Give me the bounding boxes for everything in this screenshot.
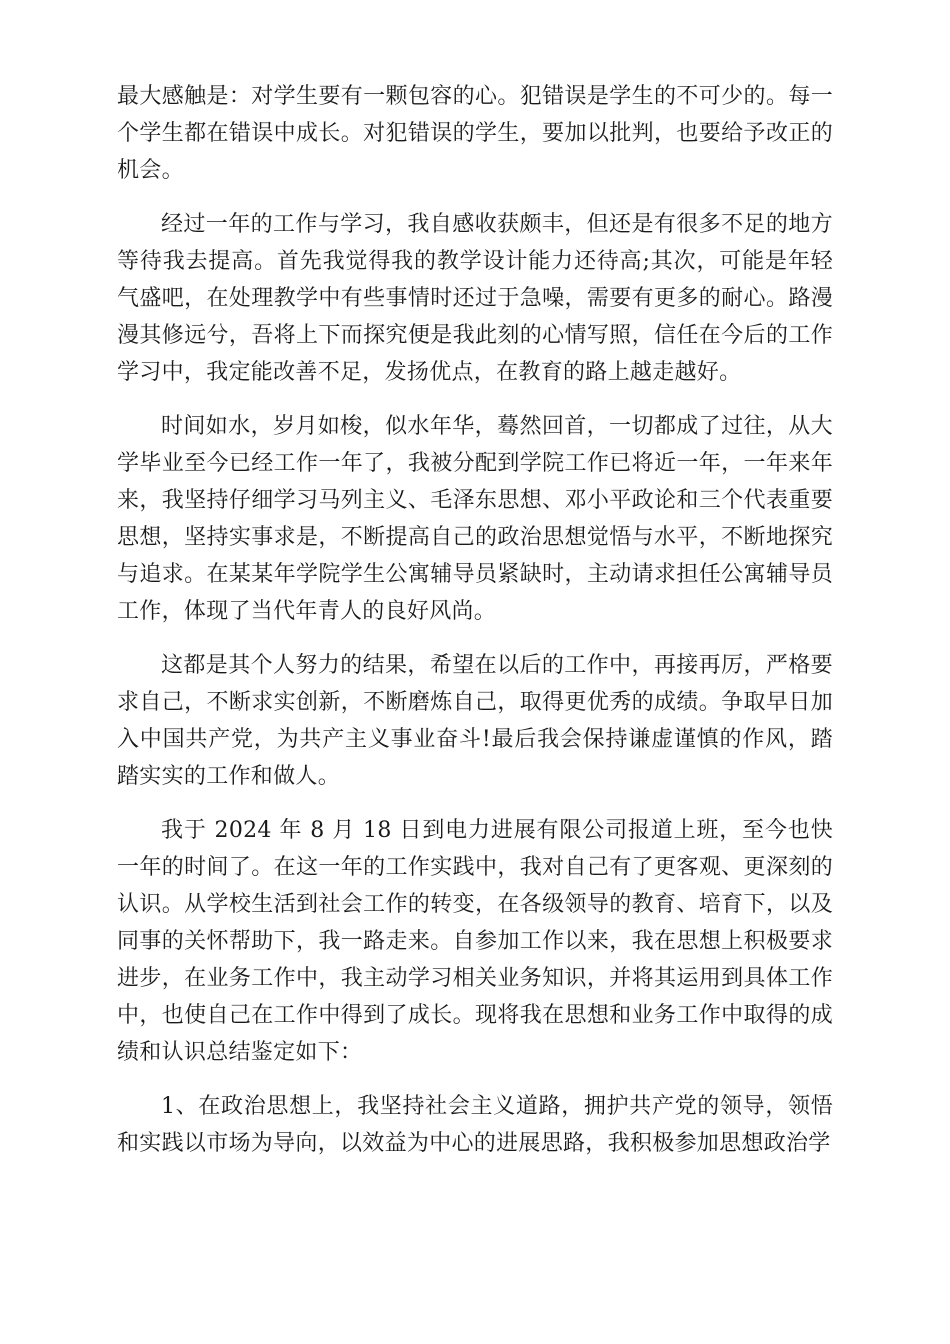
- paragraph-6: 1、在政治思想上，我坚持社会主义道路，拥护共产党的领导，领悟和实践以市场为导向，以效益为中心的进展思路，我积极参加思想政治学: [117, 1094, 833, 1156]
- paragraph-1: 最大感触是：对学生要有一颗包容的心。犯错误是学生的不可少的。每一个学生都在错误中成长。对犯错误的学生，要加以批判，也要给予改正的机会。: [117, 84, 833, 183]
- paragraph-4: 这都是其个人努力的结果，希望在以后的工作中，再接再厉，严格要求自己，不断求实创新，不断磨炼自己，取得更优秀的成绩。争取早日加入中国共产党，为共产主义事业奋斗!最后我会保持谦虚谨慎的作风，踏踏实实的工作和做人。: [117, 653, 833, 789]
- document-body: [117, 78, 833, 1179]
- paragraph-3: 时间如水，岁月如梭，似水年华，蓦然回首，一切都成了过往，从大学毕业至今已经工作一年了，我被分配到学院工作已将近一年，一年来年来，我坚持仔细学习马列主义、毛泽东思想、邓小平政论和三个代表重要思想，坚持实事求是，不断提高自己的政治思想觉悟与水平，不断地探究与追求。在某某年学院学生公寓辅导员紧缺时，主动请求担任公寓辅导员工作，体现了当代年青人的良好风尚。: [117, 414, 833, 624]
- paragraph-5: 我于 2024 年 8 月 18 日到电力进展有限公司报道上班，至今也快一年的时间了。在这一年的工作实践中，我对自己有了更客观、更深刻的认识。从学校生活到社会工作的转变，在各级领导的教育、培育下，以及同事的关怀帮助下，我一路走来。自参加工作以来，我在思想上积极要求进步，在业务工作中，我主动学习相关业务知识，并将其运用到具体工作中，也使自己在工作中得到了成长。现将我在思想和业务工作中取得的成绩和认识总结鉴定如下：: [117, 818, 833, 1065]
- paragraph-2: 经过一年的工作与学习，我自感收获颇丰，但还是有很多不足的地方等待我去提高。首先我觉得我的教学设计能力还待高;其次，可能是年轻气盛吧，在处理教学中有些事情时还过于急噪，需要有更多的耐心。路漫漫其修远兮，吾将上下而探究便是我此刻的心情写照，信任在今后的工作学习中，我定能改善不足，发扬优点，在教育的路上越走越好。: [117, 212, 833, 385]
